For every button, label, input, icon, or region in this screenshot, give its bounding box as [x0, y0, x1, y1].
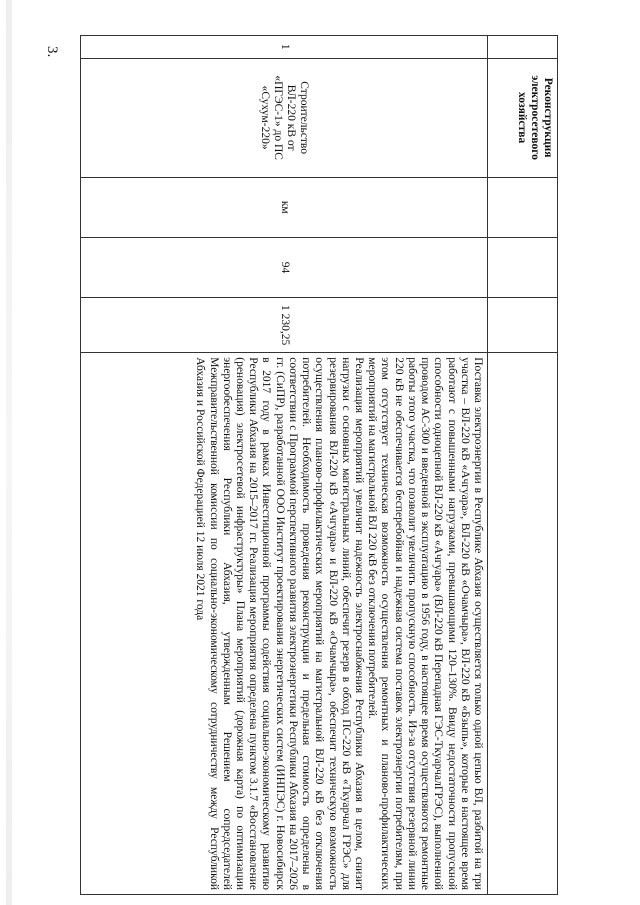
scan-edge: [6, 0, 12, 905]
cell-empty: [488, 36, 558, 59]
cost-cell: 1 230,25: [81, 298, 488, 353]
cell-empty: [488, 177, 558, 237]
cell-empty: [488, 237, 558, 297]
section-row: [488, 36, 558, 895]
page-number: 3.: [44, 46, 60, 58]
project-name: Строительство ВЛ-220 кВ от «ПГЭС-1» до ПС «Сухум-220»: [81, 58, 488, 177]
cell-empty: [488, 298, 558, 353]
justification-text: [81, 353, 488, 895]
section-header: Реконструкция электросетевого хозяйства: [488, 58, 558, 177]
table-row: [81, 36, 488, 895]
row-number: 1: [81, 36, 488, 59]
quantity-cell: 94: [81, 237, 488, 297]
cell-empty: [488, 353, 558, 895]
unit-cell: км: [81, 177, 488, 237]
paragraph: Поставка электроэнергии в Республике Абхазия осуществляется только одной цепью ВЛ, разбитой на три участка – ВЛ-220 кВ «Ачгуара», ВЛ-220 кВ «Очамчыра», ВЛ-220 кВ «Бзыпь», которые в настоящее время работают с повышенными нагрузками, превышающими 120–130%. Ввиду недостаточности пропускной способности одноцепной ВЛ-220 кВ «Ачгуара» (ВЛ-220 кВ Перепадная ГЭС-ТкуарчалГРЭС), выполненной проводом АС-300 и введенной в эксплуатацию в 1956 году, в настоящее время осуществляются ремонтные работы этого участка, что позволит увеличить пропускную способность. Из-за отсутствия резервной линии 220 кВ не обеспечивается бесперебойная и надежная система поставок электроэнергии потребителям, при этом отсутствует техническая возможность осуществления ремонтных и планово-профилактических мероприятий на магистральной ВЛ 220 кВ без отключения потребителей.: [366, 357, 484, 890]
project-table: [80, 35, 558, 895]
paragraph: Реализация мероприятий увеличит надежность электроснабжения Республики Абхазия в целом, снизит нагрузки с основных магистральных линий, обеспечит резерв в обход ПС-220 кВ «Ткуарчал ГРЭС» для резервирования ВЛ-220 кВ «Ачгуара» и ВЛ-220 кВ «Очамчыра», обеспечит техническую возможность осуществления планово-профилактических мероприятий на магистральной ВЛ-220 кВ без отключения потребителей. Необходимость проведения реконструкции и предельная стоимость определены в соответствии с Программой перспективного развития электроэнергетики Республики Абхазия на 2017–2026 гг. (СиПР), разработанной ООО Институт проектирования энергетических систем (ИНПЭС) г. Новосибирск в 2017 году в рамках Инвестиционной программы содействия социально-экономическому развитию Республики Абхазия на 2015–2017 гг. Реализация мероприятия определена пунктом 3.1.7 «Восстановление (реновация) электросетевой инфраструктуры» Плана мероприятий (дорожная карта) по оптимизации энергообеспечения Республики Абхазия, утвержденным Решением сопредседателей Межправительственной комиссии по социально-экономическому сотрудничеству между Республикой Абхазия и Российской Федерацией 12 июля 2021 года: [194, 357, 366, 890]
